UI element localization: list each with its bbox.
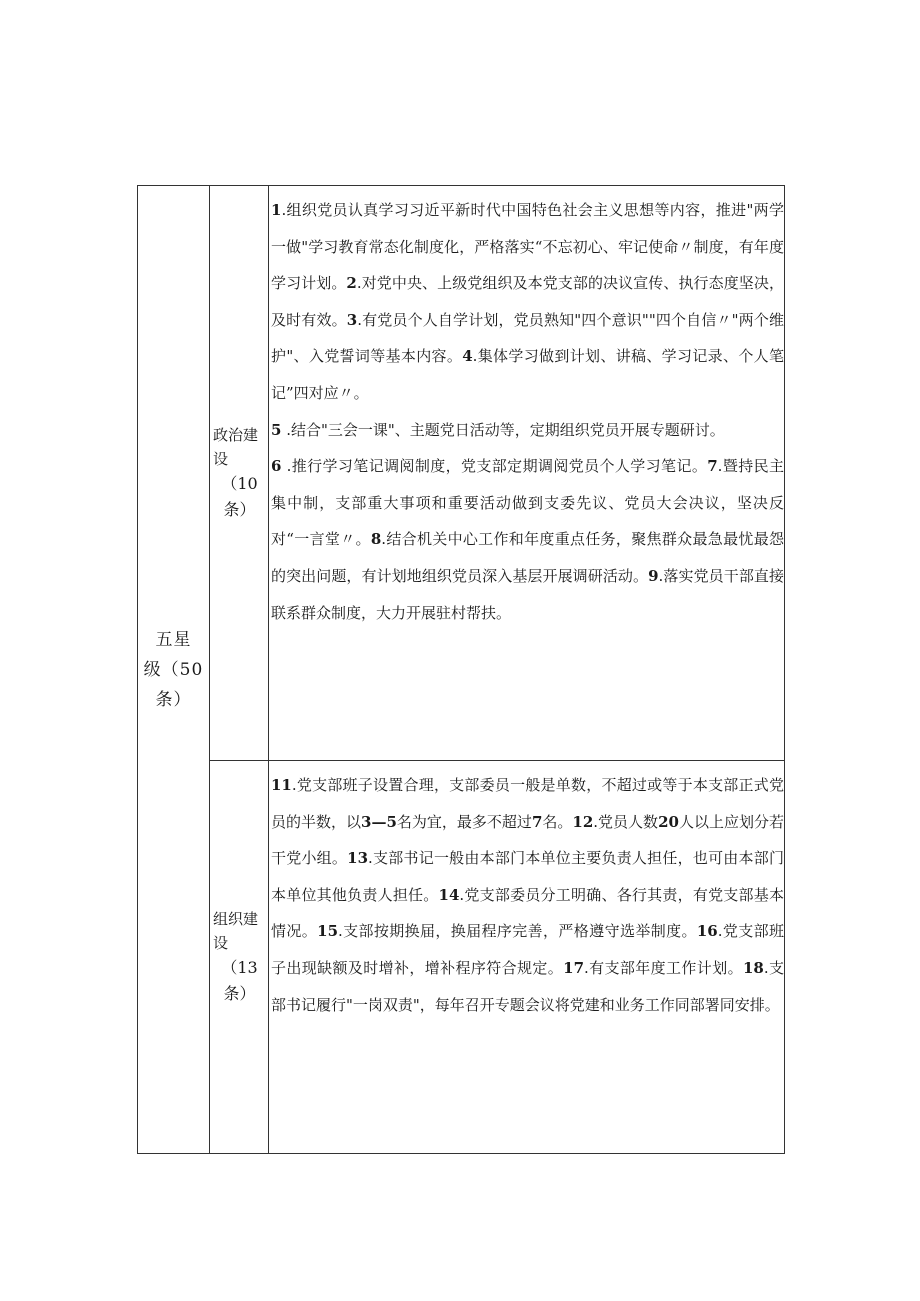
content-cell-organization	[269, 761, 785, 1154]
content-paragraph: 11.党支部班子设置合理，支部委员一般是单数，不超过或等于本支部正式党员的半数，以3—5名为宜，最多不超过7名。12.党员人数20人以上应划分若干党小组。13.支部书记一般由本部门本单位主要负责人担任，也可由本部门本单位其他负责人担任。14.党支部委员分工明确、各行其责，有党支部基本情况。15.支部按期换届，换届程序完善，严格遵守选举制度。16.党支部班子出现缺额及时增补，增补程序符合规定。17.有支部年度工作计划。18.支部书记履行"一岗双责"，每年召开专题会议将党建和业务工作同部署同安排。	[271, 776, 784, 1014]
category-name: 组织建设	[213, 910, 259, 952]
table-row	[138, 761, 785, 1154]
table-row	[138, 186, 785, 761]
category-count: （13	[221, 958, 258, 977]
content-paragraph: 5 .结合"三会一课"、主题党日活动等，定期组织党员开展专题研讨。	[271, 420, 725, 439]
content-paragraph: 6 .推行学习笔记调阅制度，党支部定期调阅党员个人学习笔记。7.暨持民主集中制，支部重大事项和重要活动做到支委先议、党员大会决议，坚决反对“一言堂〃。8.结合机关中心工作和年度重点任务，聚焦群众最急最忧最怨的突出问题，有计划地组织党员深入基层开展调研活动。9.落实党员干部直接联系群众制度，大力开展驻村帮扶。	[271, 457, 785, 622]
star-level-cell	[138, 186, 210, 1154]
category-name: 政治建设	[213, 426, 259, 468]
star-level-line: 级（50	[143, 659, 204, 680]
star-level-line: 条）	[155, 689, 192, 710]
star-rating-table	[137, 185, 785, 1154]
content-paragraph: 1.组织党员认真学习习近平新时代中国特色社会主义思想等内容，推进"两学一做"学习教育常态化制度化，严格落实“不忘初心、牢记使命〃制度，有年度学习计划。2.对党中央、上级党组织及本党支部的决议宣传、执行态度坚决，及时有效。3.有党员个人自学计划，党员熟知"四个意识""四个自信〃"两个维护"、入党誓词等基本内容。4.集体学习做到计划、讲稿、学习记录、个人笔记”四对应〃。	[271, 201, 784, 402]
category-cell-organization	[210, 761, 269, 1154]
category-count: 条）	[223, 500, 256, 519]
category-count: 条）	[223, 984, 256, 1003]
category-count: （10	[221, 474, 258, 493]
star-level-line: 五星	[155, 629, 192, 650]
category-cell-political	[210, 186, 269, 761]
content-cell-political	[269, 186, 785, 761]
